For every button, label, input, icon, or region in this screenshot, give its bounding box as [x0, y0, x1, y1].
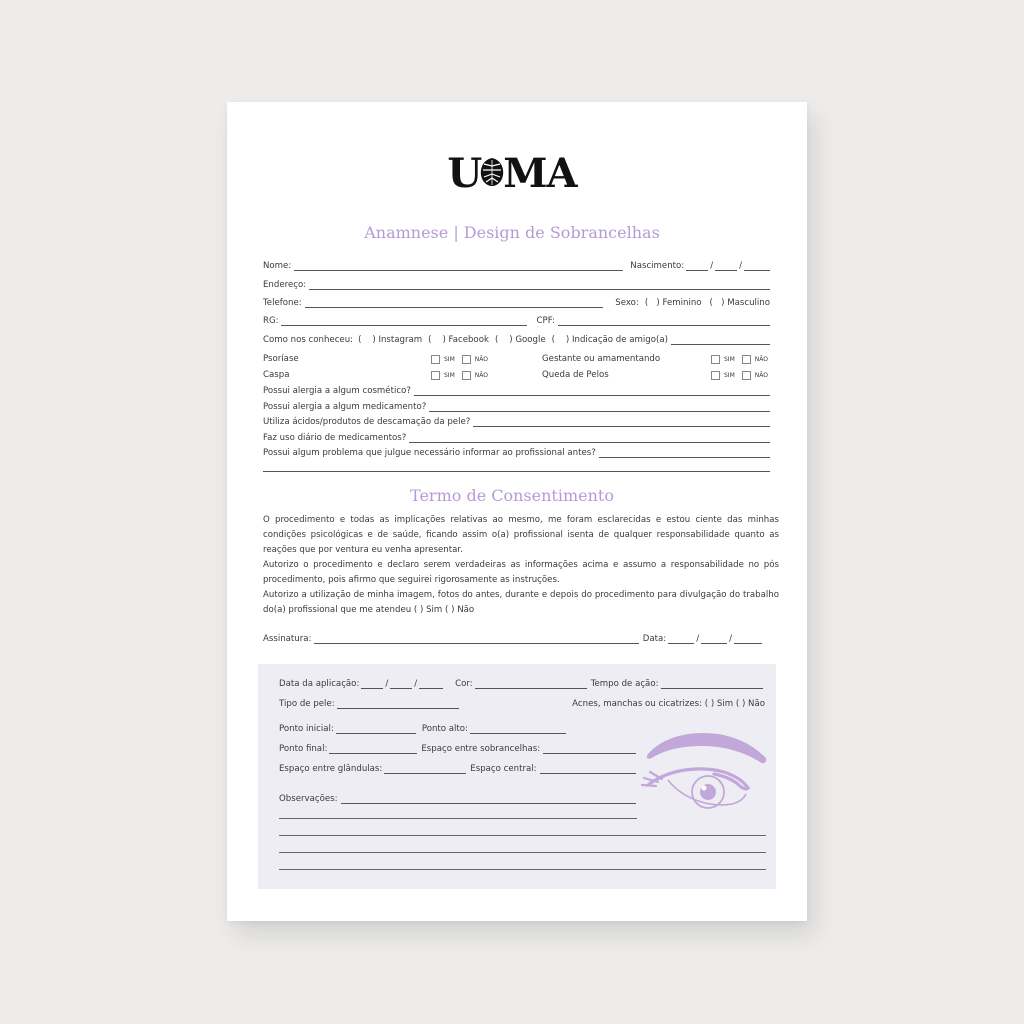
gestante-nao-checkbox[interactable]	[742, 355, 751, 364]
psoriase-sim-checkbox[interactable]	[431, 355, 440, 364]
tempo-field[interactable]	[661, 679, 763, 689]
caspa-sim-checkbox[interactable]	[431, 371, 440, 380]
condition-psoriase: Psoríase	[263, 354, 299, 364]
question-row: Utiliza ácidos/produtos de descamação da pele?	[263, 416, 770, 428]
logo-text: U	[447, 150, 482, 197]
observacoes-line[interactable]	[279, 818, 637, 819]
nascimento-ano-field[interactable]	[744, 261, 770, 271]
alergia-cosmetico-field[interactable]	[414, 386, 770, 396]
eye-eyebrow-illustration	[640, 728, 770, 816]
data-dia-field[interactable]	[668, 634, 694, 644]
monstera-leaf-icon	[479, 157, 505, 187]
row-rg: RG: CPF:	[263, 315, 770, 327]
extra-line[interactable]	[263, 471, 770, 472]
instagram-option[interactable]: ( ) Instagram	[358, 335, 423, 345]
observacoes-field[interactable]	[341, 794, 636, 804]
ponto-inicial-field[interactable]	[336, 724, 416, 734]
panel-row-2: Tipo de pele: Acnes, manchas ou cicatrizes: ( ) Sim ( ) Não	[279, 699, 765, 709]
nascimento-dia-field[interactable]	[686, 261, 708, 271]
cpf-field[interactable]	[558, 316, 770, 326]
observacoes-line[interactable]	[279, 869, 766, 870]
panel-row-3: Ponto inicial: Ponto alto:	[279, 723, 579, 735]
cor-field[interactable]	[475, 679, 587, 689]
row-assinatura: Assinatura: Data: / /	[263, 633, 762, 645]
alergia-medicamento-field[interactable]	[429, 402, 770, 412]
indicacao-field[interactable]	[671, 335, 770, 345]
facebook-option[interactable]: ( ) Facebook	[428, 335, 489, 345]
rg-field[interactable]	[281, 316, 527, 326]
eyebrow-icon	[647, 733, 766, 763]
observacoes-line[interactable]	[279, 852, 766, 853]
problema-field[interactable]	[599, 448, 770, 458]
medicamentos-field[interactable]	[409, 433, 770, 443]
google-option[interactable]: ( ) Google	[494, 335, 546, 345]
espaco-central-field[interactable]	[540, 764, 636, 774]
panel-row-5: Espaço entre glândulas: Espaço central:	[279, 763, 639, 775]
consent-title: Termo de Consentimento	[410, 486, 614, 505]
masculino-option[interactable]: ( ) Masculino	[709, 298, 770, 308]
feminino-option[interactable]: ( ) Feminino	[644, 298, 702, 308]
data-mes-field[interactable]	[701, 634, 727, 644]
espaco-glandulas-field[interactable]	[384, 764, 466, 774]
queda-sim-checkbox[interactable]	[711, 371, 720, 380]
eye-icon	[642, 769, 748, 808]
row-como: Como nos conheceu: ( ) Instagram ( ) Facebook ( ) Google ( ) Indicação de amigo(a)	[263, 334, 770, 346]
question-row: Possui alergia a algum medicamento?	[263, 401, 770, 413]
acidos-field[interactable]	[473, 417, 770, 427]
endereco-field[interactable]	[309, 280, 770, 290]
nascimento-mes-field[interactable]	[715, 261, 737, 271]
condition-queda: Queda de Pelos	[542, 370, 609, 380]
ponto-alto-field[interactable]	[470, 724, 566, 734]
caspa-checkboxes: SIM NÃO	[431, 371, 495, 380]
consent-text: O procedimento e todas as implicações relativas ao mesmo, me foram esclarecidas e estou ciente das minhas condições psicológicas e de saúde, ficando assim o(a) profissional isenta de qualquer responsabilidade quanto as reações que por ventura eu venha apresentar. Autorizo o procedimento e declaro serem verdadeiras as informações acima e assumo a responsabilidade no pós procedimento, pois afirmo que seguirei rigorosamente as instruções. Autorizo a utilização de minha imagem, fotos do antes, durante e depois do procedimento para divulgação do trabalho do(a) profissional que me atendeu ( ) Sim ( ) Não	[263, 515, 779, 615]
question-row: Possui algum problema que julgue necessário informar ao profissional antes?	[263, 447, 770, 459]
panel-row-6: Observações:	[279, 793, 639, 805]
observacoes-line[interactable]	[279, 835, 766, 836]
row-nome: Nome: Nascimento: / /	[263, 260, 770, 272]
nome-field[interactable]	[294, 261, 623, 271]
aplicacao-mes-field[interactable]	[390, 679, 412, 689]
gestante-checkboxes: SIM NÃO	[711, 355, 775, 364]
indicacao-option[interactable]: ( ) Indicação de amigo(a)	[551, 335, 668, 345]
telefone-field[interactable]	[305, 298, 604, 308]
queda-nao-checkbox[interactable]	[742, 371, 751, 380]
aplicacao-dia-field[interactable]	[361, 679, 383, 689]
condition-gestante: Gestante ou amamentando	[542, 354, 661, 364]
brand-logo: U MA	[447, 150, 577, 197]
queda-checkboxes: SIM NÃO	[711, 371, 775, 380]
row-endereco: Endereço:	[263, 279, 770, 291]
question-row: Possui alergia a algum cosmético?	[263, 385, 770, 397]
aplicacao-ano-field[interactable]	[419, 679, 443, 689]
acnes-options[interactable]: Acnes, manchas ou cicatrizes: ( ) Sim ( ) Não	[572, 699, 765, 709]
form-title: Anamnese | Design de Sobrancelhas	[364, 223, 660, 242]
row-telefone: Telefone: Sexo: ( ) Feminino ( ) Masculino	[263, 298, 770, 308]
ponto-final-field[interactable]	[329, 744, 417, 754]
gestante-sim-checkbox[interactable]	[711, 355, 720, 364]
tipo-pele-field[interactable]	[337, 699, 459, 709]
espaco-sobrancelhas-field[interactable]	[543, 744, 636, 754]
data-ano-field[interactable]	[734, 634, 762, 644]
question-row: Faz uso diário de medicamentos?	[263, 432, 770, 444]
assinatura-field[interactable]	[314, 634, 638, 644]
panel-row-1: Data da aplicação: / / Cor: Tempo de ação:	[279, 678, 763, 690]
panel-row-4: Ponto final: Espaço entre sobrancelhas:	[279, 743, 639, 755]
psoriase-nao-checkbox[interactable]	[462, 355, 471, 364]
psoriase-checkboxes: SIM NÃO	[431, 355, 495, 364]
condition-caspa: Caspa	[263, 370, 290, 380]
caspa-nao-checkbox[interactable]	[462, 371, 471, 380]
